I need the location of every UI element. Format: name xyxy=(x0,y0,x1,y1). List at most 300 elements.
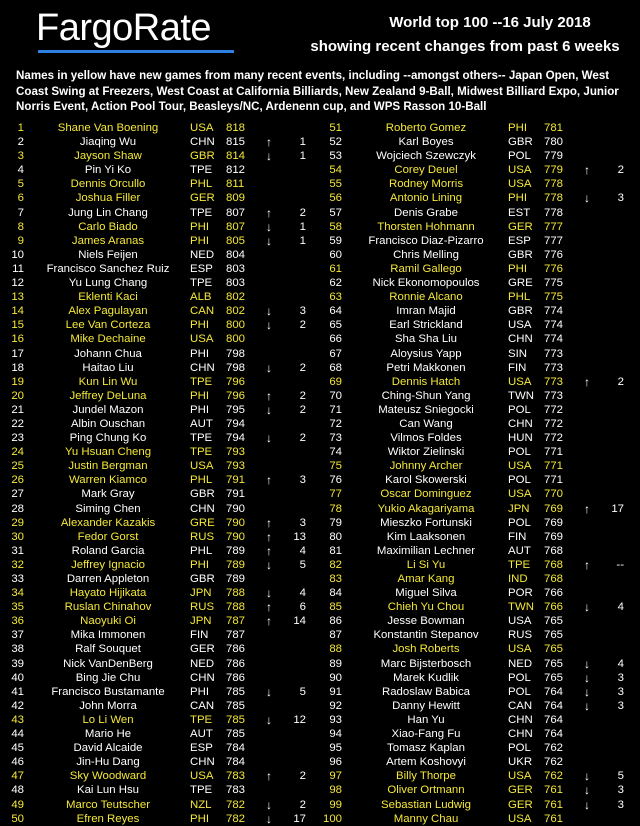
ranking-row xyxy=(318,586,636,600)
player-country: FIN xyxy=(508,361,527,374)
player-name: Pin Yi Ko xyxy=(84,164,132,177)
player-name: Marc Bijsterbosch xyxy=(380,657,472,670)
ranking-row xyxy=(318,798,636,812)
player-name: Ching-Shun Yang xyxy=(381,389,471,402)
player-rank: 7 xyxy=(17,206,24,219)
ranking-row xyxy=(0,671,318,685)
player-country: NED xyxy=(508,657,533,670)
player-country: POL xyxy=(508,446,531,459)
player-rating: 786 xyxy=(226,671,246,684)
ranking-row xyxy=(318,502,636,516)
player-rating: 802 xyxy=(226,291,246,304)
player-rating: 769 xyxy=(544,530,564,543)
player-rank: 1 xyxy=(17,122,24,134)
player-name: Nick Ekonomopoulos xyxy=(372,277,480,290)
rank-change: 3 xyxy=(617,784,624,797)
player-country: USA xyxy=(508,319,532,332)
ranking-row xyxy=(318,234,636,248)
rank-change: 2 xyxy=(299,798,306,811)
player-country: POL xyxy=(508,403,531,416)
ranking-row xyxy=(318,290,636,304)
arrow-down-icon: ↓ xyxy=(584,600,590,615)
player-country: GBR xyxy=(190,150,215,163)
player-name: Mike Dechaine xyxy=(70,333,146,346)
player-name: Alex Pagulayan xyxy=(68,305,148,318)
player-name: Shane Van Boening xyxy=(57,122,159,134)
player-rating: 794 xyxy=(226,417,246,430)
player-rating: 791 xyxy=(226,474,246,487)
rank-change: 6 xyxy=(299,601,306,614)
player-rating: 787 xyxy=(226,629,246,642)
rank-change: 4 xyxy=(299,587,306,600)
player-rank: 61 xyxy=(329,262,342,275)
ranking-row xyxy=(318,473,636,487)
player-name: Chieh Yu Chou xyxy=(387,601,465,614)
player-rank: 74 xyxy=(329,446,342,459)
ranking-row xyxy=(0,755,318,769)
ranking-row xyxy=(0,459,318,473)
player-country: PHI xyxy=(190,234,209,247)
player-rank: 42 xyxy=(11,699,24,712)
page-title: World top 100 --16 July 2018 xyxy=(389,14,591,31)
ranking-row xyxy=(318,347,636,361)
arrow-up-icon: ↑ xyxy=(584,163,590,178)
player-country: TPE xyxy=(190,784,213,797)
player-country: USA xyxy=(190,333,214,346)
player-rating: 761 xyxy=(544,812,564,825)
player-rating: 789 xyxy=(226,558,246,571)
player-rating: 786 xyxy=(226,657,246,670)
player-rating: 771 xyxy=(544,460,564,473)
player-country: CHN xyxy=(190,136,215,149)
player-name: Danny Hewitt xyxy=(392,699,460,712)
ranking-row xyxy=(0,431,318,445)
player-rating: 773 xyxy=(544,347,564,360)
rank-change: 5 xyxy=(617,770,624,783)
player-rating: 773 xyxy=(544,361,564,374)
player-name: Sha Sha Liu xyxy=(394,333,458,346)
ranking-row xyxy=(0,361,318,375)
ranking-row xyxy=(0,234,318,248)
rank-change: 12 xyxy=(293,713,306,726)
player-rating: 788 xyxy=(226,601,246,614)
player-rank: 54 xyxy=(329,164,342,177)
player-rating: 776 xyxy=(544,262,564,275)
player-rank: 46 xyxy=(11,756,24,769)
player-rank: 8 xyxy=(17,220,24,233)
rank-change: 2 xyxy=(299,403,306,416)
ranking-row xyxy=(318,769,636,783)
player-rank: 40 xyxy=(11,671,24,684)
rank-change: 4 xyxy=(617,601,624,614)
player-rank: 65 xyxy=(329,319,342,332)
player-rank: 16 xyxy=(11,333,24,346)
player-rank: 37 xyxy=(11,629,24,642)
rank-change: 14 xyxy=(293,615,306,628)
player-name: Johnny Archer xyxy=(389,460,463,473)
player-rank: 77 xyxy=(329,488,342,501)
arrow-down-icon: ↓ xyxy=(266,684,272,699)
ranking-row xyxy=(0,699,318,713)
ranking-row xyxy=(318,642,636,656)
player-country: TPE xyxy=(190,713,213,726)
player-country: PHI xyxy=(190,389,209,402)
player-name: Jeffrey Ignacio xyxy=(71,558,145,571)
player-rank: 23 xyxy=(11,432,24,445)
player-name: Chris Melling xyxy=(393,248,459,261)
player-rating: 790 xyxy=(226,502,246,515)
player-rank: 68 xyxy=(329,361,342,374)
ranking-row xyxy=(318,431,636,445)
player-country: TPE xyxy=(190,375,213,388)
player-rank: 14 xyxy=(11,305,24,318)
arrow-down-icon: ↓ xyxy=(266,557,272,572)
player-name: Efren Reyes xyxy=(76,812,140,825)
ranking-row xyxy=(0,713,318,727)
player-rank: 66 xyxy=(329,333,342,346)
player-name: Artem Koshovyi xyxy=(386,756,466,769)
arrow-down-icon: ↓ xyxy=(266,219,272,234)
player-country: GRE xyxy=(508,277,533,290)
arrow-down-icon: ↓ xyxy=(266,304,272,319)
ranking-row xyxy=(318,544,636,558)
player-rank: 45 xyxy=(11,742,24,755)
player-country: GBR xyxy=(508,305,533,318)
ranking-row xyxy=(0,572,318,586)
player-name: Mario He xyxy=(84,728,132,741)
player-name: Ruslan Chinahov xyxy=(64,601,152,614)
ranking-row xyxy=(318,248,636,262)
player-rank: 55 xyxy=(329,178,342,191)
player-rating: 779 xyxy=(544,150,564,163)
player-rating: 807 xyxy=(226,220,246,233)
player-country: USA xyxy=(190,770,214,783)
player-rating: 778 xyxy=(544,178,564,191)
player-name: Niels Feijen xyxy=(78,248,138,261)
player-rating: 809 xyxy=(226,192,246,205)
player-rating: 766 xyxy=(544,601,564,614)
player-country: HUN xyxy=(508,432,533,445)
player-name: Joshua Filler xyxy=(75,192,141,205)
ranking-row xyxy=(0,403,318,417)
player-name: Ralf Souquet xyxy=(75,643,141,656)
arrow-up-icon: ↑ xyxy=(584,557,590,572)
ranking-row xyxy=(318,558,636,572)
player-rank: 84 xyxy=(329,587,342,600)
ranking-row xyxy=(318,121,636,135)
player-rating: 764 xyxy=(544,713,564,726)
arrow-down-icon: ↓ xyxy=(266,233,272,248)
player-rank: 72 xyxy=(329,417,342,430)
player-rating: 768 xyxy=(544,558,564,571)
player-country: POL xyxy=(508,474,531,487)
player-country: FIN xyxy=(508,530,527,543)
player-country: RUS xyxy=(190,601,215,614)
player-name: Jesse Bowman xyxy=(387,615,465,628)
player-country: GBR xyxy=(190,488,215,501)
player-rank: 6 xyxy=(17,192,24,205)
ranking-row xyxy=(0,417,318,431)
player-country: TPE xyxy=(190,206,213,219)
arrow-up-icon: ↑ xyxy=(266,614,272,629)
player-rating: 768 xyxy=(544,573,564,585)
ranking-row xyxy=(318,262,636,276)
ranking-row xyxy=(0,727,318,741)
player-country: TPE xyxy=(508,558,531,571)
player-name: Roberto Gomez xyxy=(385,122,467,134)
player-rank: 53 xyxy=(329,150,342,163)
player-country: CHN xyxy=(190,502,215,515)
player-name: Sky Woodward xyxy=(69,770,147,783)
arrow-up-icon: ↑ xyxy=(266,543,272,558)
player-country: AUT xyxy=(190,417,213,430)
player-country: ESP xyxy=(190,262,213,275)
player-rank: 49 xyxy=(11,798,24,811)
ranking-row xyxy=(318,304,636,318)
rank-change: 2 xyxy=(299,206,306,219)
rank-change: 3 xyxy=(617,685,624,698)
player-rating: 769 xyxy=(544,502,564,515)
rank-change: 2 xyxy=(299,770,306,783)
player-name: Dennis Hatch xyxy=(391,375,461,388)
rank-change: 5 xyxy=(299,558,306,571)
ranking-row xyxy=(0,191,318,205)
player-rank: 97 xyxy=(329,770,342,783)
player-rating: 779 xyxy=(544,164,564,177)
player-country: GRE xyxy=(190,516,215,529)
ranking-row xyxy=(0,600,318,614)
ranking-row xyxy=(0,220,318,234)
player-rank: 19 xyxy=(11,375,24,388)
ranking-row xyxy=(0,798,318,812)
player-country: CHN xyxy=(190,756,215,769)
ranking-column-right xyxy=(318,121,636,826)
player-country: GER xyxy=(508,784,533,797)
rank-change: 3 xyxy=(299,474,306,487)
player-rank: 24 xyxy=(11,446,24,459)
ranking-row xyxy=(0,135,318,149)
player-name: Can Wang xyxy=(399,417,453,430)
player-name: Jung Lin Chang xyxy=(68,206,148,219)
player-rating: 784 xyxy=(226,756,246,769)
player-rating: 776 xyxy=(544,248,564,261)
player-name: Mark Gray xyxy=(81,488,135,501)
player-country: CHN xyxy=(190,671,215,684)
player-rating: 766 xyxy=(544,587,564,600)
arrow-up-icon: ↑ xyxy=(584,374,590,389)
arrow-down-icon: ↓ xyxy=(266,402,272,417)
ranking-row xyxy=(0,642,318,656)
player-country: GBR xyxy=(508,248,533,261)
player-rating: 807 xyxy=(226,206,246,219)
ranking-row xyxy=(0,586,318,600)
player-rating: 805 xyxy=(226,234,246,247)
player-rank: 38 xyxy=(11,643,24,656)
arrow-down-icon: ↓ xyxy=(266,811,272,826)
player-name: Francisco Sanchez Ruiz xyxy=(46,262,170,275)
player-rank: 83 xyxy=(329,573,342,585)
player-name: Carlo Biado xyxy=(78,220,138,233)
player-rating: 790 xyxy=(226,516,246,529)
player-country: POL xyxy=(508,516,531,529)
ranking-row xyxy=(318,530,636,544)
player-country: PHI xyxy=(190,347,209,360)
player-name: Billy Thorpe xyxy=(396,770,456,783)
player-rating: 761 xyxy=(544,798,564,811)
player-country: JPN xyxy=(190,587,212,600)
player-name: Lo Li Wen xyxy=(82,713,134,726)
player-rank: 18 xyxy=(11,361,24,374)
player-country: USA xyxy=(508,643,532,656)
player-name: Denis Grabe xyxy=(394,206,458,219)
player-country: TPE xyxy=(190,164,213,177)
player-rank: 20 xyxy=(11,389,24,402)
player-name: Kim Laaksonen xyxy=(386,530,466,543)
player-rank: 86 xyxy=(329,615,342,628)
player-rank: 3 xyxy=(17,150,24,163)
ranking-row xyxy=(318,220,636,234)
player-rating: 769 xyxy=(544,516,564,529)
player-rating: 804 xyxy=(226,248,246,261)
player-name: Jeffrey DeLuna xyxy=(69,389,147,402)
player-rating: 785 xyxy=(226,699,246,712)
ranking-row xyxy=(0,769,318,783)
player-rank: 100 xyxy=(322,812,342,825)
player-name: Kun Lin Wu xyxy=(78,375,138,388)
ranking-row xyxy=(0,389,318,403)
player-rank: 57 xyxy=(329,206,342,219)
player-name: David Alcaide xyxy=(73,742,143,755)
player-name: Wiktor Zielinski xyxy=(387,446,465,459)
player-country: POL xyxy=(508,671,531,684)
player-rank: 27 xyxy=(11,488,24,501)
ranking-row xyxy=(0,318,318,332)
player-rating: 786 xyxy=(226,643,246,656)
ranking-row xyxy=(0,332,318,346)
player-rank: 2 xyxy=(17,136,24,149)
arrow-down-icon: ↓ xyxy=(266,360,272,375)
ranking-row xyxy=(318,361,636,375)
rank-change: 2 xyxy=(617,375,624,388)
player-rank: 44 xyxy=(11,728,24,741)
player-country: UKR xyxy=(508,756,533,769)
player-rating: 812 xyxy=(226,164,246,177)
player-country: CHN xyxy=(508,713,533,726)
arrow-down-icon: ↓ xyxy=(584,783,590,798)
player-name: Oscar Dominguez xyxy=(380,488,472,501)
player-name: Roland Garcia xyxy=(71,544,145,557)
player-rank: 56 xyxy=(329,192,342,205)
ranking-row xyxy=(318,657,636,671)
arrow-down-icon: ↓ xyxy=(584,684,590,699)
player-rank: 69 xyxy=(329,375,342,388)
player-rank: 22 xyxy=(11,417,24,430)
player-name: Karol Skowerski xyxy=(385,474,467,487)
player-rank: 13 xyxy=(11,291,24,304)
player-rating: 783 xyxy=(226,770,246,783)
player-country: ESP xyxy=(190,742,213,755)
player-country: USA xyxy=(508,164,532,177)
player-country: TWN xyxy=(508,601,534,614)
ranking-row xyxy=(0,614,318,628)
ranking-row xyxy=(0,741,318,755)
arrow-up-icon: ↑ xyxy=(584,501,590,516)
rank-change: 2 xyxy=(299,432,306,445)
ranking-row xyxy=(318,459,636,473)
player-rank: 41 xyxy=(11,685,24,698)
arrow-up-icon: ↑ xyxy=(266,769,272,784)
arrow-down-icon: ↓ xyxy=(584,698,590,713)
player-country: USA xyxy=(508,460,532,473)
ranking-row xyxy=(318,600,636,614)
ranking-row xyxy=(0,502,318,516)
player-name: Konstantin Stepanov xyxy=(373,629,479,642)
ranking-row xyxy=(318,417,636,431)
player-name: Fedor Gorst xyxy=(77,530,139,543)
player-rank: 79 xyxy=(329,516,342,529)
player-name: Eklenti Kaci xyxy=(78,291,138,304)
player-rank: 98 xyxy=(329,784,342,797)
ranking-row xyxy=(318,135,636,149)
ranking-row xyxy=(0,487,318,501)
player-country: GER xyxy=(190,192,215,205)
player-country: PHI xyxy=(508,262,527,275)
ranking-row xyxy=(0,516,318,530)
player-rating: 774 xyxy=(544,319,564,332)
player-country: CAN xyxy=(190,305,215,318)
player-rating: 793 xyxy=(226,460,246,473)
rank-change: 3 xyxy=(299,305,306,318)
player-rating: 762 xyxy=(544,742,564,755)
player-country: EST xyxy=(508,206,531,219)
ranking-row xyxy=(318,713,636,727)
rank-change: 3 xyxy=(617,798,624,811)
rank-change: 4 xyxy=(617,657,624,670)
player-rank: 81 xyxy=(329,544,342,557)
player-country: ESP xyxy=(508,234,531,247)
player-name: Radoslaw Babica xyxy=(381,685,470,698)
player-country: TPE xyxy=(190,446,213,459)
rank-change: 1 xyxy=(299,136,306,149)
player-rating: 798 xyxy=(226,361,246,374)
player-rank: 73 xyxy=(329,432,342,445)
player-country: POL xyxy=(508,150,531,163)
ranking-row xyxy=(0,685,318,699)
arrow-up-icon: ↑ xyxy=(266,388,272,403)
player-name: Tomasz Kaplan xyxy=(387,742,465,755)
player-rank: 43 xyxy=(11,713,24,726)
player-rating: 785 xyxy=(226,685,246,698)
player-country: USA xyxy=(508,178,532,191)
player-country: TWN xyxy=(508,389,534,402)
arrow-down-icon: ↓ xyxy=(266,149,272,164)
player-rating: 765 xyxy=(544,629,564,642)
player-rank: 99 xyxy=(329,798,342,811)
player-rating: 772 xyxy=(544,417,564,430)
player-rating: 765 xyxy=(544,657,564,670)
player-name: Lee Van Corteza xyxy=(65,319,151,332)
header xyxy=(0,0,640,66)
player-country: USA xyxy=(508,488,532,501)
player-rank: 11 xyxy=(12,262,24,275)
rank-change: 13 xyxy=(293,530,306,543)
player-country: CHN xyxy=(508,417,533,430)
ranking-row xyxy=(0,262,318,276)
ranking-row xyxy=(318,191,636,205)
player-rank: 39 xyxy=(11,657,24,670)
player-name: Manny Chau xyxy=(393,812,459,825)
player-country: PHI xyxy=(190,558,209,571)
